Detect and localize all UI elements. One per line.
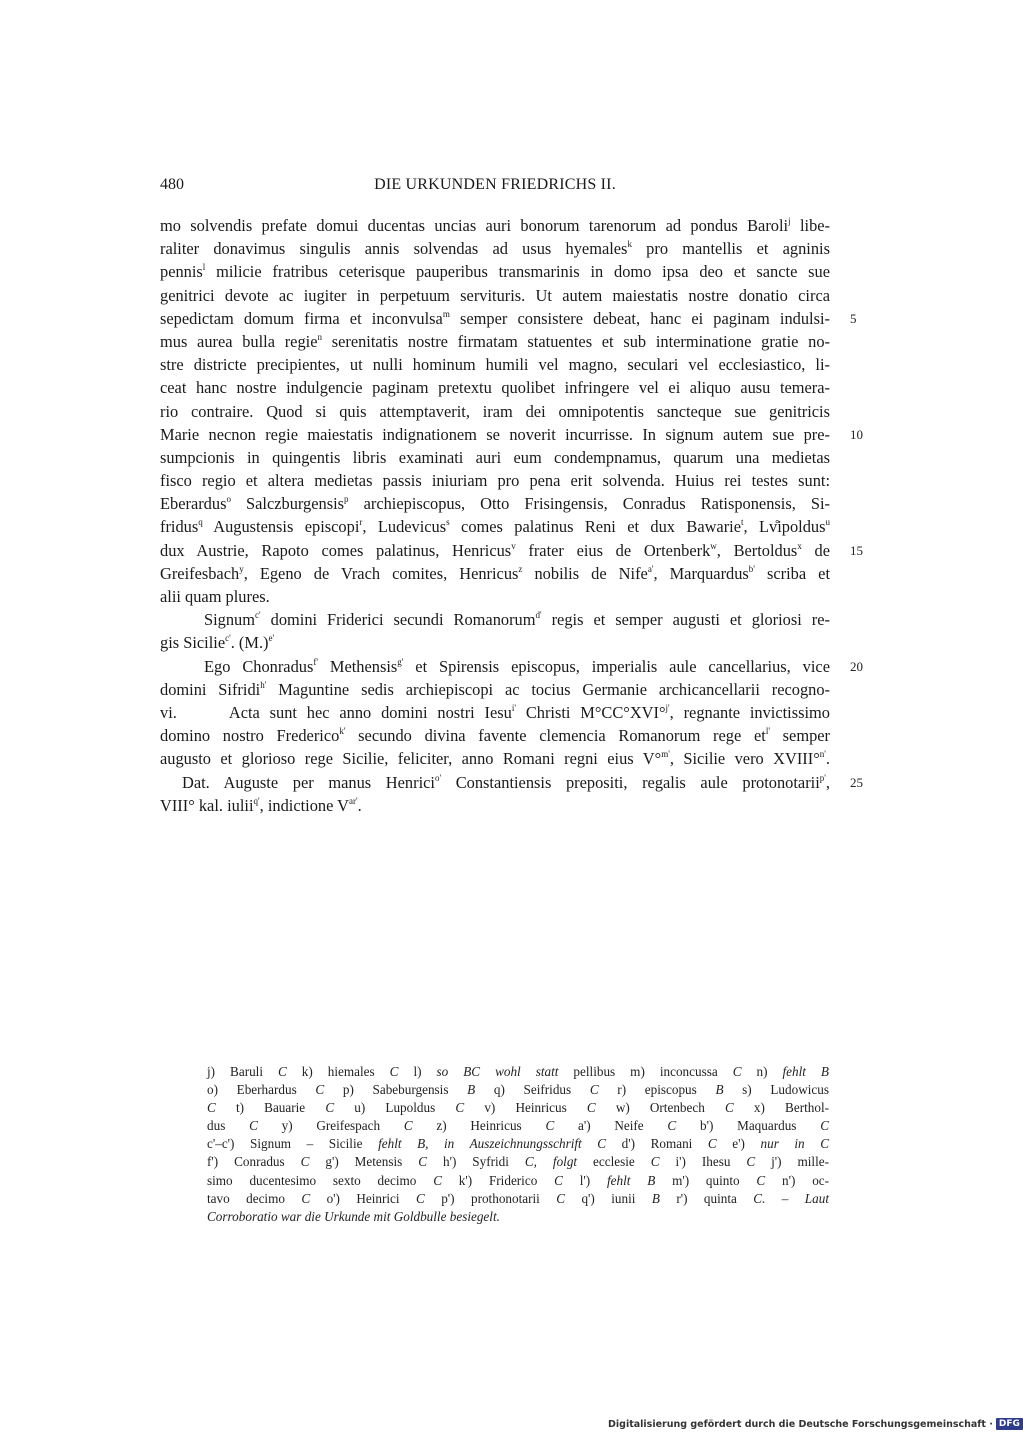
line-number: 25 bbox=[850, 774, 863, 790]
apparatus-line: j) Baruli C k) hiemales C l) so BC wohl statt pellibus m) inconcussa C n) fehlt B bbox=[207, 1064, 829, 1079]
text-line: Signum$^{c'}$ domini Friderici secundi Romanorum$^{d'}$ regis et semper augusti et gloriosi re- bbox=[204, 610, 830, 630]
text-line: stre districte precipientes, ut nulli hominum humili vel magno, seculari vel ecclesiastico, li- bbox=[160, 355, 830, 375]
text-line: alii quam plures. bbox=[160, 587, 270, 606]
apparatus-line: c'–c') Signum – Sicilie fehlt B, in Auszeichnungsschrift C d') Romani C e') nur in C bbox=[207, 1136, 830, 1152]
text-line: sepedictam domum firma et inconvulsa$^m$ semper consistere debeat, hanc ei paginam indulsi- 5 bbox=[160, 307, 830, 330]
text-line: mus aurea bulla regie$^n$ serenitatis nostre firmatam statuentes et sub interminatione gratie no- bbox=[160, 331, 830, 351]
text-line: domino nostro Frederico$^{k'}$ secundo divina favente clemencia Romanorum rege $et^{l'}$ semper bbox=[160, 726, 830, 746]
text-line: Dat. Auguste per manus Henrici$^{o'}$ Constantiensis prepositi, regalis aule protonotarii$^{p'}$, 25 bbox=[160, 771, 830, 794]
text-line: gis Sicilie$^{c'}$. $(M.)^{e'}$ bbox=[160, 633, 275, 653]
text-line: sumpcionis in quingentis libris examinati auri eum condempnamus, quarum una medietas bbox=[160, 447, 830, 467]
text-line: Greifesbach$^y$, Egeno de Vrach comites, Henricus$^z$ nobilis de Nife$^{a'}$, Marquardus$^{b'}$ scriba et bbox=[160, 563, 830, 583]
text-line: dux Austrie, Rapoto comes palatinus, Henricus$^v$ frater eius de Ortenberk$^w$, Bertoldus$^x$ de 15 bbox=[160, 539, 830, 562]
apparatus-line: simo ducentesimo sexto decimo C k') Friderico C l') fehlt B m') quinto C n') oc- bbox=[207, 1172, 830, 1188]
apparatus-line: Corroboratio war die Urkunde mit Goldbulle besiegelt. bbox=[207, 1208, 500, 1224]
critical-apparatus bbox=[207, 1063, 829, 1226]
credit-text: Digitalisierung gefördert durch die Deutsche Forschungsgemeinschaft · bbox=[608, 1418, 993, 1430]
apparatus-line: o) Eberhardus C p) Sabeburgensis B q) Seifridus C r) episcopus B s) Ludowicus bbox=[207, 1082, 829, 1098]
text-line: VIII° kal. iulii$^{q'}$, indictione $V^{ar'}$. bbox=[160, 795, 362, 815]
text-line: Ego Chonradus$^{f'}$ Methensis$^{g'}$ et Spirensis episcopus, imperialis aule cancellarius, vice 20 bbox=[160, 655, 830, 678]
apparatus-line: C t) Bauarie C u) Lupoldus C v) Heinricus C w) Ortenbech C x) Berthol- bbox=[207, 1100, 829, 1116]
text-line: mo solvendis prefate domui ducentas uncias auri bonorum tarenorum ad pondus Baroli$^j$ libe- bbox=[160, 216, 830, 235]
text-line: augusto et glorioso rege Sicilie, feliciter, anno Romani regni eius V°$^{m'}$, Sicilie vero XVIII°$^{n'}$. bbox=[160, 749, 830, 769]
dfg-logo-icon: DFG bbox=[996, 1418, 1023, 1430]
running-title: DIE URKUNDEN FRIEDRICHS II. bbox=[374, 176, 616, 193]
digitization-credit bbox=[608, 1416, 1023, 1432]
line-number: 5 bbox=[850, 310, 857, 326]
text-line: genitrici devote ac iugiter in perpetuum servituris. Ut autem maiestatis nostre donatio circa bbox=[160, 285, 830, 305]
charter-text bbox=[160, 214, 863, 817]
text-line: domini Sifridi$^{h'}$ Maguntine sedis archiepiscopi ac tocius Germanie archicancellarii recogno- bbox=[160, 679, 830, 699]
line-number: 15 bbox=[850, 542, 863, 558]
text-line: ceat hanc nostre indulgencie paginam pretextu quolibet infringere vel ei aliquo ausu temera- bbox=[160, 378, 830, 398]
page-number: 480 bbox=[160, 176, 184, 193]
text-line: pennis$^l$ milicie fratribus ceterisque pauperibus transmarinis in domo ipsa deo et sancte sue bbox=[160, 262, 830, 282]
line-number: 10 bbox=[850, 426, 863, 442]
apparatus-line: tavo decimo C o') Heinrici C p') prothonotarii C q') iunii B r') quinta C. – Laut bbox=[207, 1190, 829, 1206]
apparatus-line: dus C y) Greifespach C z) Heinricus C a') Neife C b') Maquardus C bbox=[207, 1118, 829, 1134]
text-line: raliter donavimus singulis annis solvendas ad usus hyemales$^k$ pro mantellis et agninis bbox=[160, 239, 830, 259]
text-line: fisco regio et altera medietas passis iniuriam pro pena erit solvenda. Huius rei testes sunt: bbox=[160, 471, 830, 491]
text-line: fridus$^q$ Augustensis episcopi$^r$, Ludevicus$^s$ comes palatinus Reni et dux Bawarie$^t$, Lv̊ipoldus$^u$ bbox=[160, 517, 830, 537]
line-number: 20 bbox=[850, 658, 863, 674]
text-line: Marie necnon regie maiestatis indignationem se noverit incurrisse. In signum autem sue pre- 10 bbox=[160, 423, 830, 446]
text-line: rio contraire. Quod si quis attemptaverit, iram dei omnipotentis sancteque sue genitricis bbox=[160, 401, 830, 421]
running-header bbox=[160, 173, 830, 197]
text-line: Eberardus$^o$ Salczburgensis$^p$ archiepiscopus, Otto Frisingensis, Conradus Ratisponensis, Si- bbox=[160, 494, 830, 514]
apparatus-line: f') Conradus C g') Metensis C h') Syfridi C, folgt ecclesie C i') Ihesu C j') mille- bbox=[207, 1154, 829, 1170]
text-line: vi. Acta sunt hec anno domini nostri Iesu$^{i'}$ Christi M°CC°XVI°$^{j'}$, regnante invictissimo bbox=[160, 702, 830, 722]
